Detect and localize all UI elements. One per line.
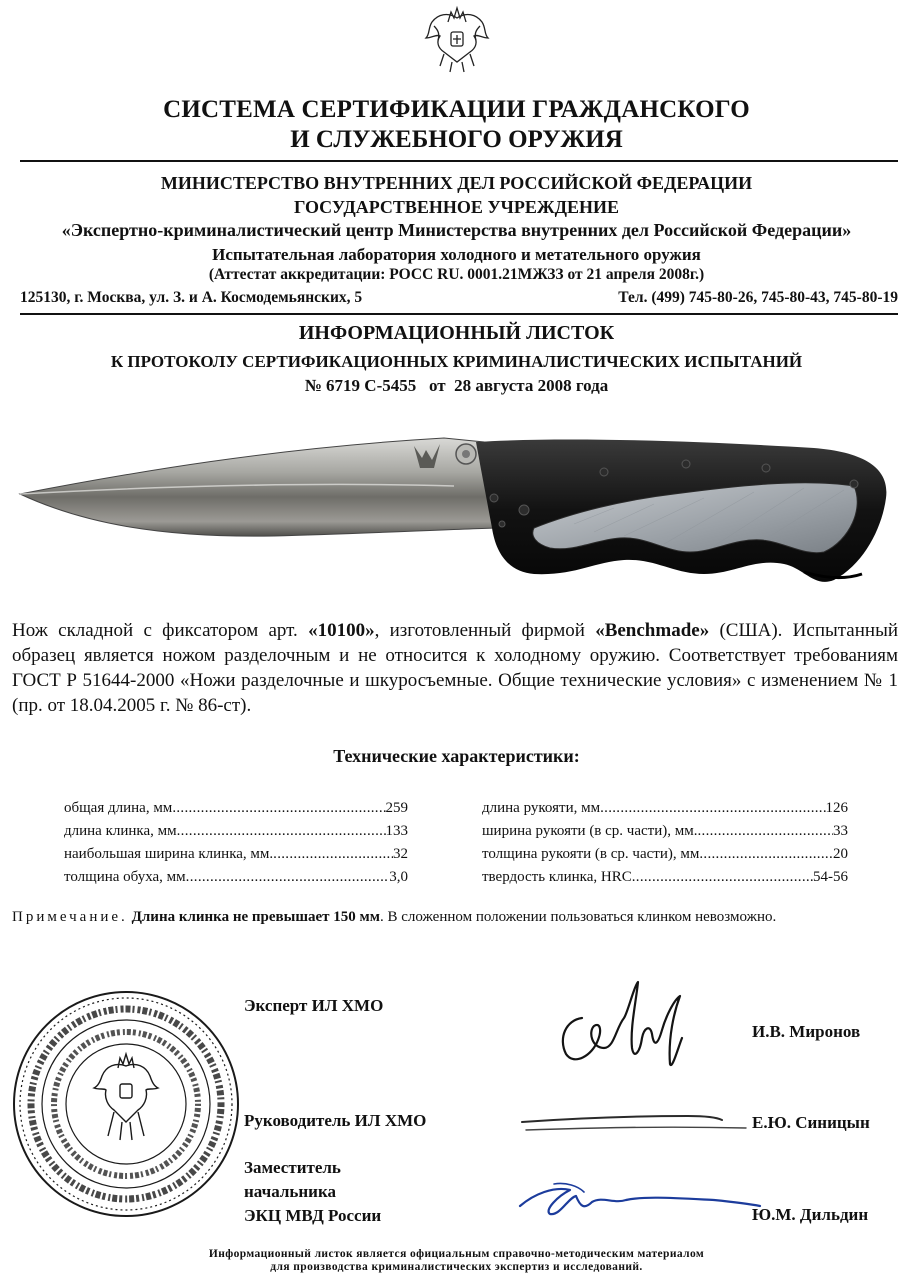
spec-row <box>482 797 848 820</box>
spec-value: 33 <box>833 823 848 839</box>
expert-signature <box>552 978 702 1074</box>
header-divider-bottom <box>20 313 898 315</box>
specs-title: Технические характеристики: <box>333 746 580 766</box>
spec-leader <box>172 797 385 820</box>
spec-label: толщина рукояти (в ср. части), мм <box>482 846 700 862</box>
accreditation: (Аттестат аккредитации: РОСС RU. 0001.21МЖЗЗ от 21 апреля 2008г.) <box>208 266 705 283</box>
footer-note <box>0 1248 913 1274</box>
spec-value: 133 <box>385 823 408 839</box>
phones: Тел. (499) 745-80-26, 745-80-43, 745-80-19 <box>618 289 898 306</box>
spec-row <box>482 866 848 889</box>
spec-leader <box>697 820 833 843</box>
knife-photo <box>14 428 894 600</box>
note-bold-text: Длина клинка не превышает 150 мм <box>131 909 380 925</box>
info-sheet-subtitle: К ПРОТОКОЛУ СЕРТИФИКАЦИОННЫХ КРИМИНАЛИСТИЧЕСКИХ ИСПЫТАНИЙ <box>110 352 803 371</box>
spec-row <box>64 866 408 889</box>
spec-row <box>482 843 848 866</box>
spec-row <box>64 820 408 843</box>
document-title-line2: И СЛУЖЕБНОГО ОРУЖИЯ <box>290 126 623 153</box>
footer-line2: для производства криминалистических экспертиз и исследований. <box>270 1261 643 1273</box>
brand-name: «Benchmade» <box>595 620 710 641</box>
head-label: Руководитель ИЛ ХМО <box>244 1111 427 1130</box>
spec-leader <box>699 843 833 866</box>
spec-value: 259 <box>385 800 408 816</box>
article-number: «10100» <box>308 620 375 641</box>
double-headed-eagle-emblem-icon <box>418 4 496 76</box>
footer-line1: Информационный листок является официальным справочно-методическим материалом <box>208 1248 705 1260</box>
spec-label: длина клинка, мм <box>64 823 177 839</box>
spec-label: длина рукояти, мм <box>482 800 601 816</box>
spec-value: 3,0 <box>389 869 408 885</box>
document-title-line1: СИСТЕМА СЕРТИФИКАЦИИ ГРАЖДАНСКОГО <box>163 96 750 123</box>
spec-value: 20 <box>833 846 848 862</box>
expert-label: Эксперт ИЛ ХМО <box>244 996 384 1015</box>
product-description <box>12 618 898 718</box>
specs-left-column <box>64 797 408 889</box>
expert-name: И.В. Миронов <box>752 1022 861 1041</box>
note-text: . В сложенном положении пользоваться клинком невозможно. <box>379 909 777 925</box>
address: 125130, г. Москва, ул. З. и А. Космодемьянских, 5 <box>20 289 363 306</box>
ministry-name: МИНИСТЕРСТВО ВНУТРЕННИХ ДЕЛ РОССИЙСКОЙ ФЕДЕРАЦИИ <box>160 173 753 193</box>
spec-value: 126 <box>825 800 848 816</box>
spec-row <box>64 797 408 820</box>
spec-label: ширина рукояти (в ср. части), мм. <box>482 823 698 839</box>
spec-leader <box>186 866 390 889</box>
head-signature <box>518 1108 750 1138</box>
official-seal-stamp <box>10 988 242 1220</box>
description-text-3: (США). Испытанный образец является ножом разделочным и не относится к холодному оружию. Соответствует требованиям ГОСТ Р 51644-2000 «Ножи разделочные и шкуросъемные. Общие технические условия» с изменением № 1 (пр. от 18.04.2005 г. № 86-ст). <box>12 620 898 716</box>
spec-label: толщина обуха, мм <box>64 869 186 885</box>
spec-row <box>482 820 848 843</box>
note-paragraph <box>12 907 898 927</box>
institution-type: ГОСУДАРСТВЕННОЕ УЧРЕЖДЕНИЕ <box>293 197 620 217</box>
spec-leader <box>600 797 825 820</box>
spec-value: 54-56 <box>813 869 848 885</box>
deputy-signature <box>514 1176 764 1222</box>
deputy-label-line3: ЭКЦ МВД России <box>244 1206 382 1225</box>
spec-label: общая длина, мм <box>64 800 173 816</box>
deputy-label-line2: начальника <box>244 1182 337 1201</box>
spec-label: твердость клинка, HRC <box>482 869 632 885</box>
header-divider-top <box>20 160 898 162</box>
spec-leader <box>273 843 393 866</box>
spec-leader <box>177 820 386 843</box>
deputy-label-line1: Заместитель <box>244 1158 341 1177</box>
lab-name: Испытательная лаборатория холодного и метательного оружия <box>212 245 701 264</box>
center-name: «Экспертно-криминалистический центр Министерства внутренних дел Российской Федерации» <box>61 220 852 240</box>
description-text-2: , изготовленный фирмой <box>374 620 596 641</box>
head-name: Е.Ю. Синицын <box>752 1113 870 1132</box>
spec-value: 32 <box>393 846 408 862</box>
description-text-1: Нож складной с фиксатором арт. <box>12 620 309 641</box>
deputy-name: Ю.М. Дильдин <box>752 1205 869 1224</box>
deputy-label <box>244 1156 381 1228</box>
spec-leader <box>632 866 813 889</box>
protocol-number: № 6719 С-5455 от 28 августа 2008 года <box>304 376 609 395</box>
info-sheet-title: ИНФОРМАЦИОННЫЙ ЛИСТОК <box>298 322 615 344</box>
address-row <box>20 289 898 307</box>
specs-right-column <box>482 797 848 889</box>
spec-label: наибольшая ширина клинка, мм. <box>64 846 274 862</box>
note-label: Примечание. <box>12 909 128 925</box>
spec-row <box>64 843 408 866</box>
